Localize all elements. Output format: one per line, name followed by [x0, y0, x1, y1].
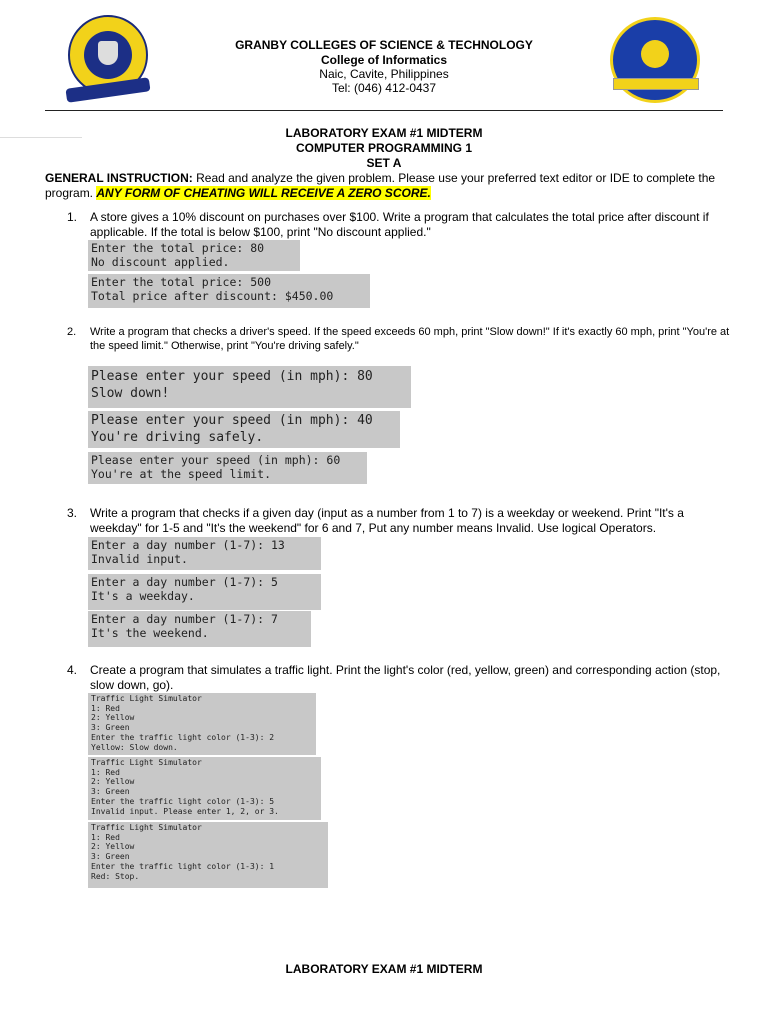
sample-output: Please enter your speed (in mph): 60 You're at the speed limit.	[88, 452, 367, 484]
sample-output: Please enter your speed (in mph): 40 You're driving safely.	[88, 411, 400, 448]
problem-text: Create a program that simulates a traffic light. Print the light's color (red, yellow, green) and corresponding action (stop, slow down, go).	[90, 663, 721, 692]
set-label: SET A	[366, 156, 402, 170]
problem-text: A store gives a 10% discount on purchases over $100. Write a program that calculates the total price after discount if applicable. If the total is below $100, print "No discount applied."	[90, 210, 709, 239]
sample-output: Enter the total price: 500 Total price after discount: $450.00	[88, 274, 370, 308]
sample-output: Enter a day number (1-7): 7 It's the weekend.	[88, 611, 311, 647]
item-number: 4.	[67, 663, 78, 677]
instruction-label: GENERAL INSTRUCTION:	[45, 171, 193, 185]
exam-title: LABORATORY EXAM #1 MIDTERM	[285, 126, 483, 140]
item-number: 2.	[67, 326, 77, 338]
problem-text: Write a program that checks if a given day (input as a number from 1 to 7) is a weekday or weekend. Print "It's a weekday" for 1-5 and "It's the weekend" for 6 and 7, Put any number means Invalid. Use logical Operators.	[90, 506, 684, 535]
school-address: Naic, Cavite, Philippines	[319, 67, 449, 81]
header-divider	[45, 110, 723, 111]
school-phone: Tel: (046) 412-0437	[331, 81, 437, 95]
sample-output: Traffic Light Simulator 1: Red 2: Yellow 3: Green Enter the traffic light color (1-3): 5 Invalid input. Please enter 1, 2, or 3.	[88, 757, 321, 820]
item-number: 1.	[67, 210, 78, 224]
school-name: GRANBY COLLEGES OF SCIENCE & TECHNOLOGY	[235, 38, 533, 52]
problem-text: Write a program that checks a driver's speed. If the speed exceeds 60 mph, print "Slow down!" If it's exactly 60 mph, print "You're at the speed limit." Otherwise, print "You're driving safely."	[90, 326, 730, 352]
college-name: College of Informatics	[320, 53, 448, 67]
sample-output: Traffic Light Simulator 1: Red 2: Yellow 3: Green Enter the traffic light color (1-3): 2 Yellow: Slow down.	[88, 693, 316, 755]
instruction-text: Read and analyze the given problem. Please use your preferred text editor or IDE to complete the program.	[45, 171, 716, 200]
cheating-warning: ANY FORM OF CHEATING WILL RECEIVE A ZERO SCORE.	[96, 186, 431, 200]
footer-title: LABORATORY EXAM #1 MIDTERM	[285, 962, 483, 976]
sample-output: Please enter your speed (in mph): 80 Slow down!	[88, 366, 411, 408]
sample-output: Enter the total price: 80 No discount applied.	[88, 240, 300, 271]
sample-output: Traffic Light Simulator 1: Red 2: Yellow 3: Green Enter the traffic light color (1-3): 1 Red: Stop.	[88, 822, 328, 888]
sample-output: Enter a day number (1-7): 13 Invalid input.	[88, 537, 321, 570]
course-title: COMPUTER PROGRAMMING 1	[295, 141, 472, 155]
sample-output: Enter a day number (1-7): 5 It's a weekday.	[88, 574, 321, 610]
general-instruction	[45, 171, 730, 201]
item-number: 3.	[67, 506, 78, 520]
